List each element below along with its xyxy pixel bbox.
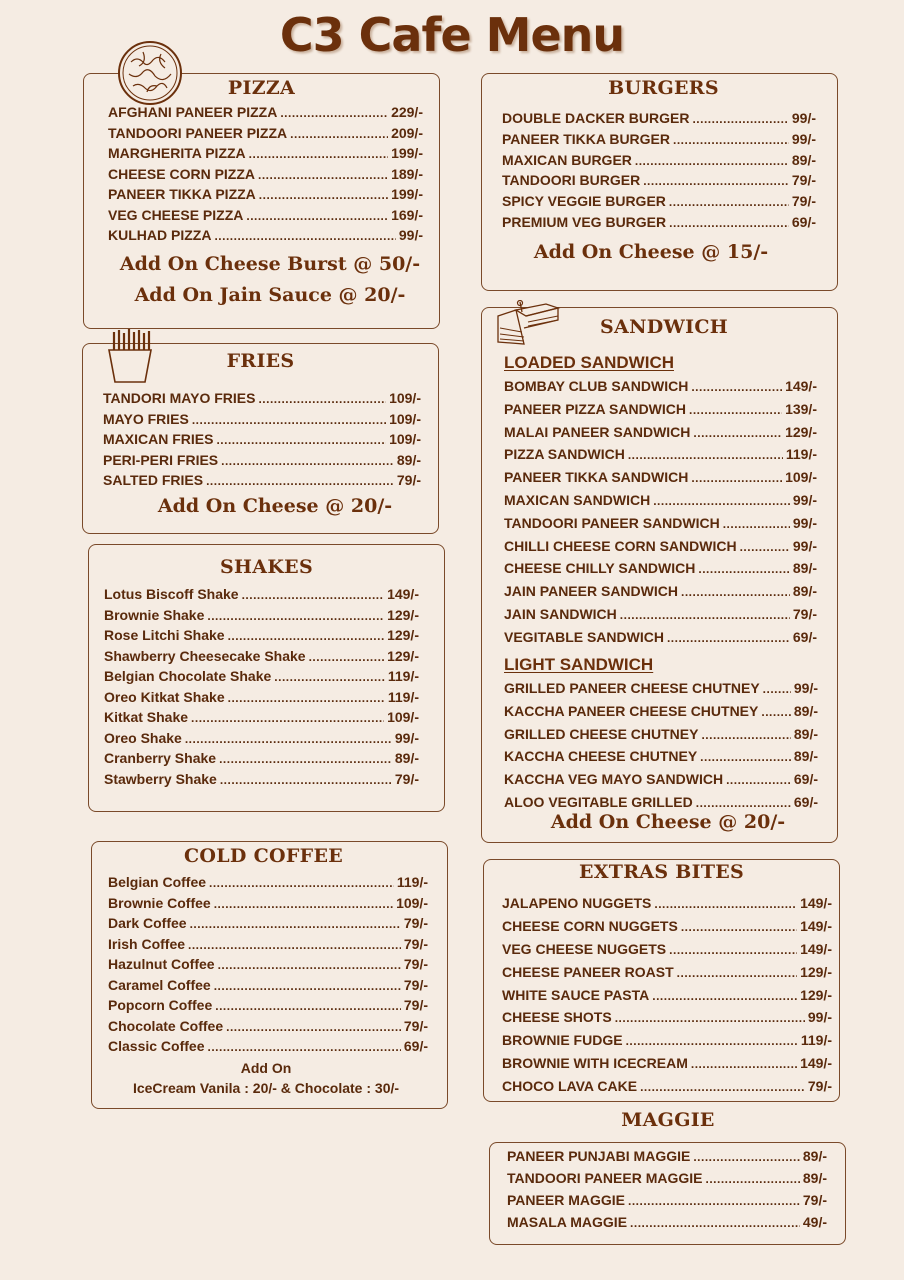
fries-heading: FRIES <box>226 350 295 372</box>
menu-item: GRILLED CHEESE CHUTNEY ..... 89/- <box>504 726 818 749</box>
menu-item: KACCHA CHEESE CHUTNEY ..... 89/- <box>504 748 818 771</box>
menu-item: MAXICAN FRIES ..... 109/- <box>103 431 421 452</box>
menu-item: MARGHERITA PIZZA ..... 199/- <box>108 145 423 166</box>
maggie-list <box>507 1148 827 1236</box>
menu-item: Dark Coffee ..... 79/- <box>108 915 428 936</box>
menu-item: Kitkat Shake ..... 109/- <box>104 709 419 730</box>
fries-list <box>103 390 421 493</box>
light-sandwich-heading: LIGHT SANDWICH <box>504 655 654 674</box>
menu-item: Cranberry Shake ..... 89/- <box>104 750 419 771</box>
menu-item: PANEER MAGGIE ..... 79/- <box>507 1192 827 1214</box>
menu-item: MALAI PANEER SANDWICH ..... 129/- <box>504 424 817 447</box>
menu-item: CHEESE CHILLY SANDWICH ..... 89/- <box>504 560 817 583</box>
pizza-addon-cheese-burst: Add On Cheese Burst @ 50/- <box>119 253 421 275</box>
menu-item: TANDOORI PANEER PIZZA ..... 209/- <box>108 125 423 146</box>
sandwich-addon: Add On Cheese @ 20/- <box>550 811 786 833</box>
cold-coffee-addon-title: Add On <box>240 1060 292 1076</box>
menu-item: KACCHA PANEER CHEESE CHUTNEY ..... 89/- <box>504 703 818 726</box>
menu-item: BROWNIE WITH ICECREAM ..... 149/- <box>502 1055 832 1078</box>
menu-item: VEG CHEESE NUGGETS ..... 149/- <box>502 941 832 964</box>
menu-item: Brownie Shake ..... 129/- <box>104 607 419 628</box>
menu-item: KACCHA VEG MAYO SANDWICH ..... 69/- <box>504 771 818 794</box>
menu-item: VEGITABLE SANDWICH ..... 69/- <box>504 629 817 652</box>
burgers-list <box>502 110 816 235</box>
menu-item: WHITE SAUCE PASTA ..... 129/- <box>502 987 832 1010</box>
menu-item: GRILLED PANEER CHEESE CHUTNEY ..... 99/- <box>504 680 818 703</box>
burgers-addon: Add On Cheese @ 15/- <box>533 241 769 263</box>
menu-item: Stawberry Shake ..... 79/- <box>104 771 419 792</box>
shakes-list <box>104 586 419 791</box>
menu-item: PANEER PIZZA SANDWICH ..... 139/- <box>504 401 817 424</box>
sandwich-icon <box>494 300 562 348</box>
menu-item: Irish Coffee ..... 79/- <box>108 936 428 957</box>
menu-item: JAIN PANEER SANDWICH ..... 89/- <box>504 583 817 606</box>
menu-item: MAYO FRIES ..... 109/- <box>103 411 421 432</box>
maggie-heading: MAGGIE <box>621 1109 715 1131</box>
menu-item: Belgian Chocolate Shake ..... 119/- <box>104 668 419 689</box>
menu-item: BOMBAY CLUB SANDWICH ..... 149/- <box>504 378 817 401</box>
pizza-addon-jain-sauce: Add On Jain Sauce @ 20/- <box>134 284 406 306</box>
pizza-list <box>108 104 423 248</box>
menu-item: PANEER TIKKA BURGER ..... 99/- <box>502 131 816 152</box>
fries-addon: Add On Cheese @ 20/- <box>157 495 393 517</box>
menu-item: PANEER TIKKA SANDWICH ..... 109/- <box>504 469 817 492</box>
cold-coffee-addon-detail: IceCream Vanila : 20/- & Chocolate : 30/- <box>132 1080 400 1096</box>
menu-item: TANDOORI PANEER MAGGIE ..... 89/- <box>507 1170 827 1192</box>
menu-item: TANDORI MAYO FRIES ..... 109/- <box>103 390 421 411</box>
extras-heading: EXTRAS BITES <box>578 861 745 883</box>
menu-item: Oreo Shake ..... 99/- <box>104 730 419 751</box>
menu-item: BROWNIE FUDGE ..... 119/- <box>502 1032 832 1055</box>
menu-item: AFGHANI PANEER PIZZA ..... 229/- <box>108 104 423 125</box>
menu-item: Caramel Coffee ..... 79/- <box>108 977 428 998</box>
menu-item: TANDOORI BURGER ..... 79/- <box>502 172 816 193</box>
menu-item: ALOO VEGITABLE GRILLED ..... 69/- <box>504 794 818 817</box>
menu-item: PREMIUM VEG BURGER ..... 69/- <box>502 214 816 235</box>
menu-item: MAXICAN BURGER ..... 89/- <box>502 152 816 173</box>
menu-title: C3 Cafe Menu <box>279 8 625 62</box>
menu-item: CHILLI CHEESE CORN SANDWICH ..... 99/- <box>504 538 817 561</box>
menu-item: Rose Litchi Shake ..... 129/- <box>104 627 419 648</box>
menu-item: MASALA MAGGIE ..... 49/- <box>507 1214 827 1236</box>
menu-item: Lotus Biscoff Shake ..... 149/- <box>104 586 419 607</box>
menu-item: PANEER TIKKA PIZZA ..... 199/- <box>108 186 423 207</box>
menu-item: DOUBLE DACKER BURGER ..... 99/- <box>502 110 816 131</box>
menu-item: SPICY VEGGIE BURGER ..... 79/- <box>502 193 816 214</box>
menu-item: Belgian Coffee ..... 119/- <box>108 874 428 895</box>
cold-coffee-heading: COLD COFFEE <box>183 845 344 867</box>
menu-item: CHOCO LAVA CAKE ..... 79/- <box>502 1078 832 1101</box>
menu-item: Hazulnut Coffee ..... 79/- <box>108 956 428 977</box>
burgers-heading: BURGERS <box>608 77 719 99</box>
menu-item: Brownie Coffee ..... 109/- <box>108 895 428 916</box>
sandwich-heading: SANDWICH <box>600 316 729 338</box>
menu-item: SALTED FRIES ..... 79/- <box>103 472 421 493</box>
menu-item: JAIN SANDWICH ..... 79/- <box>504 606 817 629</box>
menu-item: Oreo Kitkat Shake ..... 119/- <box>104 689 419 710</box>
menu-item: CHEESE PANEER ROAST ..... 129/- <box>502 964 832 987</box>
menu-item: Shawberry Cheesecake Shake ..... 129/- <box>104 648 419 669</box>
menu-item: CHEESE SHOTS ..... 99/- <box>502 1009 832 1032</box>
menu-item: Classic Coffee ..... 69/- <box>108 1038 428 1059</box>
menu-item: PIZZA SANDWICH ..... 119/- <box>504 446 817 469</box>
menu-item: VEG CHEESE PIZZA ..... 169/- <box>108 207 423 228</box>
cold-coffee-list <box>108 874 428 1059</box>
menu-item: MAXICAN SANDWICH ..... 99/- <box>504 492 817 515</box>
menu-item: PERI-PERI FRIES ..... 89/- <box>103 452 421 473</box>
menu-item: TANDOORI PANEER SANDWICH ..... 99/- <box>504 515 817 538</box>
menu-item: PANEER PUNJABI MAGGIE ..... 89/- <box>507 1148 827 1170</box>
loaded-sandwich-heading: LOADED SANDWICH <box>504 353 674 372</box>
pizza-heading: PIZZA <box>227 77 296 99</box>
menu-item: CHEESE CORN PIZZA ..... 189/- <box>108 166 423 187</box>
menu-item: Popcorn Coffee ..... 79/- <box>108 997 428 1018</box>
menu-item: KULHAD PIZZA ..... 99/- <box>108 227 423 248</box>
light-sandwich-list <box>504 680 818 817</box>
extras-list <box>502 895 832 1101</box>
loaded-sandwich-list <box>504 378 817 652</box>
shakes-heading: SHAKES <box>220 556 313 578</box>
menu-item: JALAPENO NUGGETS ..... 149/- <box>502 895 832 918</box>
menu-item: Chocolate Coffee ..... 79/- <box>108 1018 428 1039</box>
menu-item: CHEESE CORN NUGGETS ..... 149/- <box>502 918 832 941</box>
